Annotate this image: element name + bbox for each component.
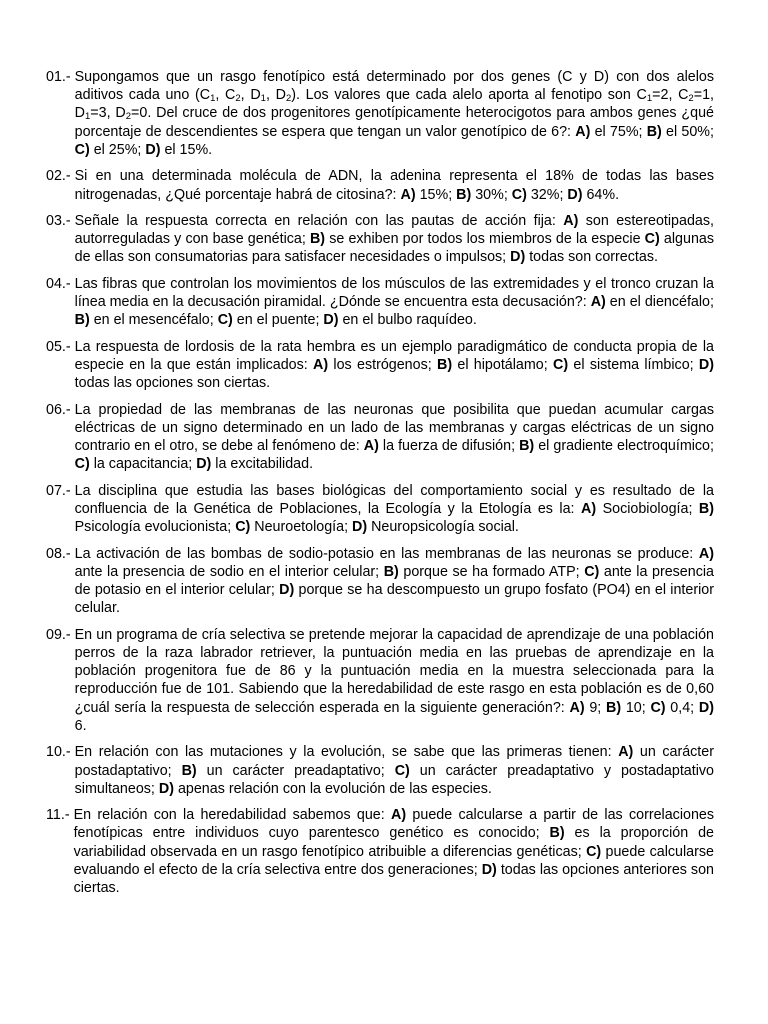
question-text	[75, 626, 714, 735]
subscript-index: 2	[688, 93, 694, 105]
question-text-segment: =2, C	[652, 87, 689, 104]
question-text-segment: 9;	[584, 699, 607, 716]
option-letter: A)	[581, 501, 597, 518]
question-text	[75, 482, 714, 537]
question-text-segment: 10;	[621, 699, 651, 716]
question-item	[46, 482, 714, 537]
option-letter: D)	[567, 186, 583, 203]
option-letter: C)	[650, 699, 666, 716]
question-text-segment: =0. Del cruce de dos progenitores genotípicamente heterocigotos para ambos genes ¿qué porcentaje de descendientes se espera que tengan un valor genotípico de 6?:	[74, 105, 714, 140]
question-text-segment: apenas relación con la evolución de las especies.	[173, 780, 492, 797]
question-text-segment: la fuerza de difusión;	[378, 438, 520, 455]
subscript-index: 1	[260, 93, 266, 105]
question-text-segment: un carácter postadaptativo;	[74, 744, 714, 779]
question-text	[75, 167, 714, 203]
subscript-index: 1	[84, 111, 91, 123]
subscript-index: 1	[646, 93, 653, 105]
question-number: 04.-	[46, 275, 71, 292]
option-letter: D)	[279, 582, 295, 599]
question-text-segment: el hipotálamo;	[452, 357, 554, 374]
question-text-segment: son estereotipadas, autorreguladas y con base genética;	[74, 213, 714, 248]
option-letter: B)	[74, 312, 90, 329]
question-text-segment: porque se ha formado ATP;	[398, 563, 585, 580]
question-text-segment: se exhiben por todos los miembros de la especie	[325, 231, 645, 248]
subscript-index: 1	[210, 93, 216, 105]
question-text-segment: =3, D	[90, 105, 126, 122]
question-text	[75, 743, 714, 798]
option-letter: A)	[590, 294, 606, 311]
question-text-segment: ). Los valores que cada alelo aporta al fenotipo son C	[291, 87, 647, 104]
question-text-segment: La respuesta de lordosis de la rata hembra es un ejemplo paradigmático de conducta propia de la especie en la que están implicados:	[74, 338, 714, 374]
question-text-segment: Supongamos que un rasgo fenotípico está determinado por dos genes (C y D) con dos alelos aditivos cada uno (C	[74, 69, 714, 104]
question-text-segment: Señale la respuesta correcta en relación con las pautas de acción fija:	[74, 213, 564, 230]
option-letter: B)	[383, 563, 399, 580]
option-letter: C)	[74, 141, 90, 158]
option-letter: A)	[569, 699, 585, 716]
question-number: 08.-	[46, 545, 71, 562]
question-number: 09.-	[46, 626, 71, 643]
question-text-segment: Neuropsicología social.	[367, 519, 519, 536]
question-text-segment: la excitabilidad.	[211, 456, 314, 473]
question-text-segment: todas las opciones anteriores son ciertas.	[73, 861, 714, 897]
question-text-segment: un carácter preadaptativo;	[196, 762, 395, 779]
question-item	[46, 338, 714, 393]
question-item	[46, 401, 714, 474]
question-text-segment: el sistema límbico;	[568, 357, 699, 374]
question-text-segment: La disciplina que estudia las bases biológicas del comportamiento social y es resultado de la confluencia de la Genética de Poblaciones, la Ecología y la Etología es la:	[74, 482, 714, 518]
option-letter: B)	[549, 825, 565, 842]
question-text-segment: , C	[215, 87, 236, 104]
option-letter: C)	[553, 357, 569, 374]
question-text-segment: 15%;	[415, 186, 457, 203]
question-text-segment: todas son correctas.	[525, 249, 658, 266]
question-text-segment: =1, D	[74, 87, 714, 122]
option-letter: C)	[511, 186, 527, 203]
question-item	[46, 68, 714, 159]
question-text-segment: Sociobiología;	[596, 501, 699, 518]
question-number: 03.-	[46, 213, 71, 230]
question-text-segment: La propiedad de las membranas de las neuronas que posibilita que puedan acumular cargas eléctricas de un signo determinado en un lado de las membranas y cargas eléctricas de un signo contrario en el otro, se debe al fenómeno de:	[74, 401, 714, 455]
question-text-segment: el gradiente electroquímico;	[534, 438, 714, 455]
question-text-segment: un carácter preadaptativo y postadaptativo simultaneos;	[74, 762, 714, 797]
question-text-segment: en el mesencéfalo;	[89, 312, 218, 329]
question-text-segment: el 50%;	[661, 123, 714, 140]
question-list	[46, 68, 714, 897]
question-text-segment: en el bulbo raquídeo.	[338, 312, 477, 329]
option-letter: A)	[313, 357, 329, 374]
question-number: 02.-	[46, 168, 71, 185]
option-letter: C)	[74, 456, 90, 473]
question-text	[75, 401, 714, 474]
question-text-segment: ante la presencia de potasio en el interior celular;	[74, 563, 714, 599]
question-item	[46, 167, 714, 203]
question-text-segment: todas las opciones son ciertas.	[74, 375, 271, 392]
option-letter: A)	[400, 186, 416, 203]
subscript-index: 2	[285, 93, 292, 105]
option-letter: B)	[698, 501, 714, 518]
option-letter: B)	[309, 231, 326, 248]
question-number: 11.-	[46, 807, 70, 824]
option-letter: C)	[394, 762, 410, 779]
question-item	[46, 806, 714, 897]
question-text-segment: 30%;	[471, 186, 512, 203]
question-text-segment: el 25%;	[89, 141, 146, 158]
option-letter: D)	[323, 312, 339, 329]
question-text-segment: 0,4;	[665, 699, 699, 716]
question-text-segment: algunas de ellas son consumatorias para satisfacer necesidades o impulsos;	[74, 231, 714, 266]
option-letter: C)	[584, 563, 600, 580]
option-letter: A)	[363, 438, 379, 455]
question-number: 06.-	[46, 401, 71, 418]
option-letter: B)	[437, 357, 453, 374]
subscript-index: 2	[235, 93, 241, 105]
option-letter: B)	[646, 123, 662, 140]
question-text	[75, 212, 714, 267]
question-text-segment: los estrógenos;	[328, 357, 437, 374]
option-letter: B)	[519, 438, 535, 455]
question-text	[75, 545, 714, 618]
question-number: 07.-	[46, 482, 71, 499]
option-letter: D)	[698, 699, 714, 716]
question-item	[46, 275, 714, 330]
question-item	[46, 743, 714, 798]
option-letter: D)	[145, 141, 161, 158]
question-text	[75, 338, 714, 393]
question-item	[46, 212, 714, 267]
option-letter: C)	[217, 312, 233, 329]
question-text	[75, 68, 714, 159]
question-text-segment: puede calcularse a partir de las correlaciones fenotípicas entre individuos cuyo parentesco genético es conocido;	[73, 807, 714, 842]
question-text-segment: la capacitancia;	[89, 456, 197, 473]
option-letter: D)	[158, 780, 174, 797]
option-letter: B)	[181, 762, 197, 779]
option-letter: B)	[456, 186, 472, 203]
option-letter: C)	[235, 519, 251, 536]
question-text-segment: porque se ha descompuesto un grupo fosfato (PO4) en el interior celular.	[74, 582, 715, 617]
question-text-segment: puede calcularse evaluando el efecto de la cría selectiva entre dos generaciones;	[73, 843, 714, 878]
question-text-segment: es la proporción de variabilidad observada en un rasgo fenotípico atribuible a diferencias genéticas;	[73, 825, 714, 860]
question-item	[46, 545, 714, 618]
option-letter: A)	[391, 807, 407, 824]
question-text-segment: el 75%;	[590, 123, 647, 140]
question-number: 01.-	[46, 69, 71, 85]
question-text-segment: Las fibras que controlan los movimientos de los músculos de las extremidades y el tronco cruzan la línea media en la decusación piramidal. ¿Dónde se encuentra esta decusación?:	[74, 275, 714, 311]
question-text-segment: ante la presencia de sodio en el interior celular;	[74, 563, 384, 580]
question-number: 10.-	[46, 744, 71, 761]
question-text-segment: 6.	[74, 717, 87, 734]
question-text-segment: En relación con la heredabilidad sabemos que:	[73, 807, 392, 824]
option-letter: D)	[352, 519, 368, 536]
option-letter: D)	[510, 249, 526, 266]
question-text-segment: en el diencéfalo;	[605, 294, 714, 311]
option-letter: A)	[563, 213, 579, 230]
question-text	[75, 275, 714, 330]
question-text-segment: 32%;	[526, 186, 568, 203]
option-letter: A)	[575, 123, 591, 140]
question-text-segment: Psicología evolucionista;	[74, 519, 236, 536]
question-text-segment: La activación de las bombas de sodio-potasio en las membranas de las neuronas se produce:	[74, 545, 699, 562]
question-text-segment: , D	[265, 87, 286, 104]
option-letter: D)	[698, 357, 715, 374]
question-text-segment: Si en una determinada molécula de ADN, la adenina representa el 18% de todas las bases nitrogenadas, ¿Qué porcentaje habrá de citosina?:	[74, 168, 714, 203]
question-text-segment: el 15%.	[160, 141, 213, 158]
option-letter: B)	[606, 699, 622, 716]
question-text-segment: , D	[240, 87, 261, 104]
question-text-segment: En un programa de cría selectiva se pretende mejorar la capacidad de aprendizaje de una población perros de la raza labrador retriever, la puntuación media en las pruebas de aprendizaje en la población progenitora fue de 86 y la puntuación media en la muestra seleccionada para la reproducción fue de 101. Sabiendo que la heredabilidad de este rasgo en esta población es de 0,60 ¿cuál sería la respuesta de selección esperada en la siguiente generación?:	[74, 626, 714, 716]
option-letter: A)	[618, 744, 634, 761]
question-text-segment: en el puente;	[232, 312, 324, 329]
question-item	[46, 626, 714, 735]
option-letter: C)	[586, 843, 602, 860]
question-number: 05.-	[46, 338, 71, 355]
question-text-segment: En relación con las mutaciones y la evolución, se sabe que las primeras tienen:	[74, 744, 619, 761]
question-text	[74, 806, 714, 897]
question-text-segment: 64%.	[582, 186, 620, 203]
option-letter: D)	[481, 861, 497, 878]
option-letter: A)	[698, 545, 714, 562]
subscript-index: 2	[125, 111, 132, 123]
question-text-segment: Neuroetología;	[250, 519, 353, 536]
option-letter: C)	[644, 231, 660, 248]
option-letter: D)	[196, 456, 212, 473]
